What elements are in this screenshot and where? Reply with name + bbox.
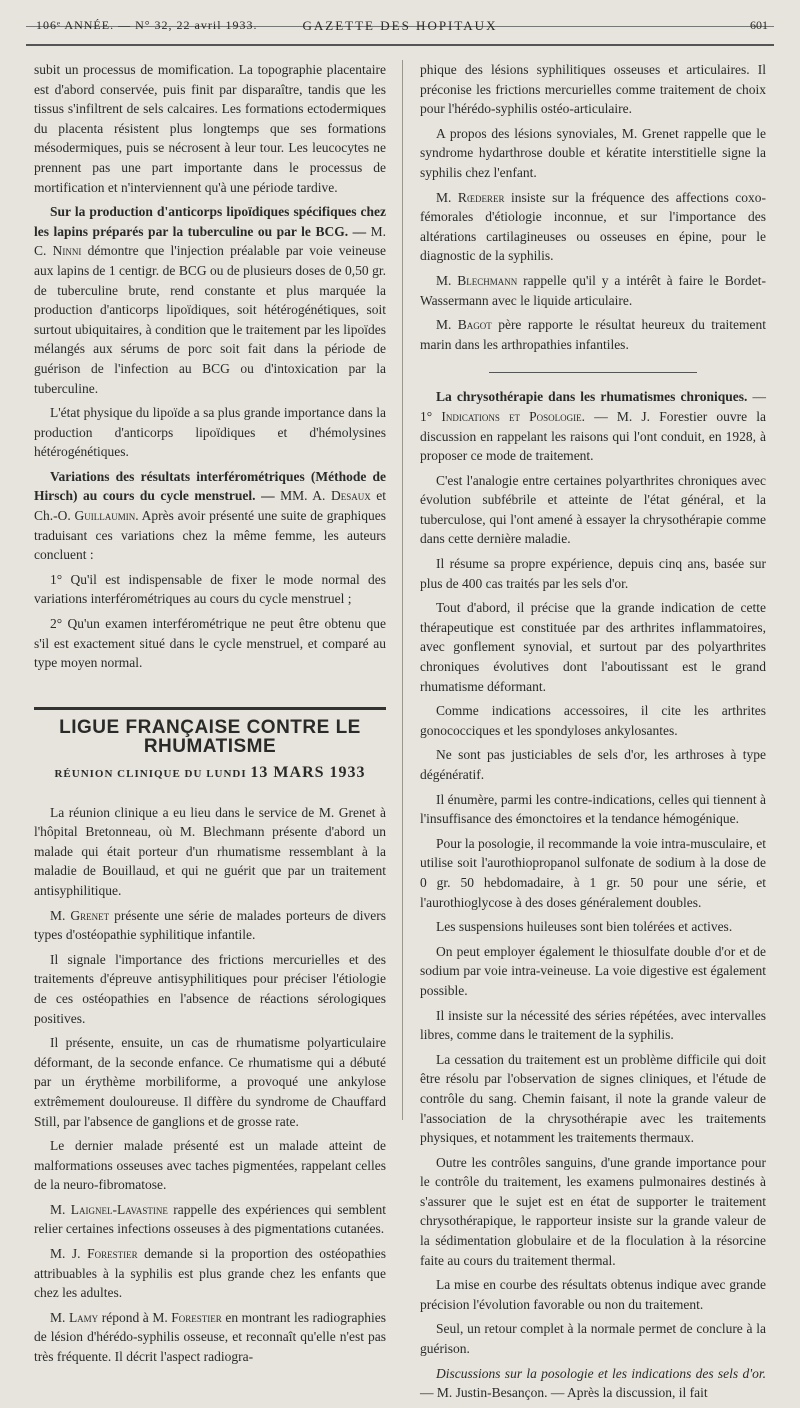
paragraph xyxy=(420,1364,766,1403)
section-text: — M. J. Forestier ouvre la discussion en rappelant les raisons qui l'ont conduit, en 1928, à proposer ce mode de traitement. xyxy=(420,408,766,464)
paragraph-text: rappelle qu'il y a intérêt à faire le Bordet-Wassermann avec le liquide articulaire. xyxy=(420,272,766,308)
section-title: Sur la production d'anticorps lipoïdiques spécifiques chez les lapins préparés par la tuberculine ou par le BCG. — xyxy=(34,204,386,239)
author: M. Grenet xyxy=(50,907,110,923)
section-ninni xyxy=(34,202,386,398)
paragraph: Il signale l'importance des frictions mercurielles et des traitements d'épreuve antisyphilitiques pour préciser l'étiologie de ces ostéopathies en l'absence de réactions sérologiques positives. xyxy=(34,951,386,1026)
paragraph xyxy=(34,1308,386,1367)
author: Desaux xyxy=(330,488,371,504)
author: M. Blechmann xyxy=(436,272,518,288)
paragraph: L'état physique du lipoïde a sa plus grande importance dans la production d'anticorps lipoïdiques et d'hémolysines hétérogénétiques. xyxy=(34,405,386,460)
paragraph: C'est l'analogie entre certaines polyarthrites chroniques avec évolution subfébrile et atteinte de l'état général, et la tuberculose, qui l'ont amené à essayer la chrysothérapie comme dans cette dernière maladie. xyxy=(420,472,766,547)
section-title: Variations des résultats interférométriques (Méthode de Hirsch) au cours du cycle menstruel. — xyxy=(34,468,386,504)
paragraph: Pour la posologie, il recommande la voie intra-musculaire, et utilise soit l'aurothiopropanol sulfonate de sodium à la dose de 0 gr. 50 hebdomadaire, à 1 gr. 50 pour une série, et l'aurothioglycose à des doses généralement doubles. xyxy=(420,835,766,910)
section-text: démontre que l'injection préalable par voie veineuse aux lapins de 1 centigr. de BCG ou de plusieurs doses de 0,50 gr. de tuberculine brute, rend constante et plus marquée la production d'anticorps lipoïdiques, soit hétérogénétiques, soit surtout ubiquitaires, à condition que le traitement par les lipoïdes mélangés aux sérums de porc soit fait dans la période de guérison de l'infection au BCG ou d'intoxication par la tuberculine. xyxy=(34,243,387,396)
paragraph xyxy=(34,906,386,945)
paragraph-text: père rapporte le résultat heureux du traitement marin dans les arthropathies infantiles. xyxy=(420,317,767,352)
paragraph xyxy=(34,1244,386,1303)
paragraph-text: rappelle des expériences qui semblent relier certaines infections osseuses à des pigmentations cutanées. xyxy=(34,1201,386,1237)
paragraph: Ne sont pas justiciables de sels d'or, les arthroses à type dégénératif. xyxy=(420,747,766,782)
left-column xyxy=(34,60,386,1372)
ligue-subtitle xyxy=(34,763,386,785)
header-page-number: 601 xyxy=(750,18,768,32)
section-title: La chrysothérapie dans les rhumatismes chroniques. xyxy=(436,389,748,405)
header-journal-title: GAZETTE DES HOPITAUX xyxy=(302,18,498,33)
ligue-title: LIGUE FRANÇAISE CONTRE LE RHUMATISME xyxy=(59,716,361,758)
paragraph: La cessation du traitement est un problème difficile qui doit être résolu par l'observation de signes cliniques, et l'étude de contrôle du sang. Chemin faisant, il note la grande valeur de l'association de la chrysothérapie avec les traitements physiques, et notamment les traitements thermaux. xyxy=(420,1051,766,1146)
author-prefix: MM. A. xyxy=(280,488,331,504)
paragraph-text: en montrant les radiographies de lésion d'hérédo-syphilis osseuse, et reconnaît qu'elle n'est pas très fréquente. Il décrit l'aspect radiogra- xyxy=(34,1309,386,1365)
paragraph xyxy=(420,188,766,266)
paragraph: Le dernier malade présenté est un malade atteint de malformations osseuses avec taches pigmentées, rappelant celles de la neuro-fibromatose. xyxy=(34,1138,386,1193)
author: M. Bagot xyxy=(436,317,492,333)
section-dash: — 1° xyxy=(420,389,766,424)
ligue-heading xyxy=(34,707,386,785)
section-chrysotherapie xyxy=(420,387,766,465)
paragraph: Seul, un retour complet à la normale permet de conclure à la guérison. xyxy=(420,1321,766,1357)
paragraph xyxy=(420,315,766,354)
paragraph-text: répond à M. xyxy=(98,1309,172,1325)
section-rule xyxy=(489,372,697,373)
author: M. J. Forestier xyxy=(50,1246,138,1262)
author: Forestier xyxy=(171,1309,222,1325)
author-join: et Ch.-O. xyxy=(34,488,387,524)
author: M. Laignel-Lavastine xyxy=(50,1201,168,1217)
conclusion-2: 2° Qu'un examen interférométrique ne peut être obtenu que s'il est exactement situé dans le cycle menstruel, et comparé au type moyen normal. xyxy=(34,616,386,671)
paragraph: Tout d'abord, il précise que la grande indication de cette thérapeutique est constituée par des arthrites inflammatoires, avec gonflement synovial, et surtout par des polyarthrites chroniques évolutives dont l'aboutissant est le grand rhumatisme déformant. xyxy=(420,600,766,694)
paragraph: La réunion clinique a eu lieu dans le service de M. Grenet à l'hôpital Bretonneau, où M. Blechmann présente d'abord un malade qui était porteur d'un rhumatisme ressemblant à la maladie de Bouillaud, et qui ne guérit que par un traitement antisyphilitique. xyxy=(34,804,386,898)
paragraph: Il présente, ensuite, un cas de rhumatisme polyarticulaire déformant, de la seconde enfance. Ce rhumatisme qui a débuté par un érythème morbiliforme, a provoqué une ankylose extrêmement douloureuse. Il diffère du syndrome de Chauffard Still, par l'absence de ganglions et de grosse rate. xyxy=(34,1035,386,1129)
paragraph: phique des lésions syphilitiques osseuses et articulaires. Il préconise les frictions mercurielles comme traitement de choix pour l'hérédo-syphilis ostéo-articulaire. xyxy=(420,62,766,117)
paragraph: Comme indications accessoires, il cite les arthrites gonococciques et les spondyloses ankylosantes. xyxy=(420,703,766,738)
paragraph: Outre les contrôles sanguins, d'une grande importance pour le contrôle du traitement, les examens pulmonaires destinés à s'assurer que le sujet est en état de supporter le traitement chrysothérapique, le rapporteur insiste sur la grande valeur de la sédimentation globulaire et de la floculation à la résorcine faite au cours du traitement thermal. xyxy=(420,1154,766,1268)
author: M. C. Ninni xyxy=(34,223,387,259)
paragraph xyxy=(34,1200,386,1239)
paragraph-text: insiste sur la fréquence des affections coxo-fémorales d'étiologie inconnue, et sur l'importance des altérations cartilagineuses ou osseuses en épine, pour le diagnostic de la syphilis. xyxy=(420,189,766,264)
italic-heading: Discussions sur la posologie et les indications des sels d'or. xyxy=(436,1365,766,1381)
header-issue: 106ᵉ ANNÉE. — N° 32, 22 avril 1933. xyxy=(36,18,258,32)
subtitle-date: 13 MARS 1933 xyxy=(250,764,366,781)
paragraph: On peut employer également le thiosulfate double d'or et de sodium par voie intra-veineuse. La voie digestive est également possible. xyxy=(420,943,766,998)
paragraph: Les suspensions huileuses sont bien tolérées et actives. xyxy=(436,919,733,935)
right-column xyxy=(420,60,766,1408)
author: Guillaumin xyxy=(74,508,136,524)
paragraph: Il insiste sur la nécessité des séries répétées, avec intervalles libres, comme dans le traitement de la syphilis. xyxy=(420,1007,766,1043)
heading-rule xyxy=(34,707,386,710)
subsection-title: Indications et Posologie. xyxy=(441,408,586,424)
conclusion-1: 1° Qu'il est indispensable de fixer le mode normal des variations interférométriques au cours du cycle menstruel ; xyxy=(34,571,386,607)
section-desaux xyxy=(34,467,386,565)
section-text: . Après avoir présenté une suite de graphiques traduisant ces variations chez la même femme, les auteurs concluent : xyxy=(34,508,386,563)
paragraph xyxy=(420,271,766,310)
paragraph-text: — M. Justin-Besançon. — Après la discussion, il fait xyxy=(420,1385,708,1401)
author: M. Lamy xyxy=(50,1309,99,1325)
column-divider xyxy=(402,60,403,1120)
author: M. Rœderer xyxy=(436,189,505,205)
paragraph-text: présente une série de malades porteurs de divers types d'ostéopathie syphilitique infantile. xyxy=(34,907,386,943)
subtitle-text: RÉUNION CLINIQUE DU LUNDI xyxy=(54,768,251,780)
paragraph: Il résume sa propre expérience, depuis cinq ans, basée sur plus de 400 cas traités par les sels d'or. xyxy=(420,556,766,591)
page-header xyxy=(26,8,774,46)
paragraph-text: demande si la proportion des ostéopathies attribuables à la syphilis est plus grande chez les enfants que chez les adultes. xyxy=(34,1246,386,1301)
paragraph: A propos des lésions synoviales, M. Grenet rappelle que le syndrome hydarthrose double et kératite interstitielle signe la syphilis chez l'enfant. xyxy=(420,125,766,180)
paragraph: Il énumère, parmi les contre-indications, celles qui tiennent à l'insuffisance des émonctoires et la tendance hémogénique. xyxy=(420,791,766,827)
paragraph: La mise en courbe des résultats obtenus indique avec grande précision l'évolution favorable ou non du traitement. xyxy=(420,1277,766,1312)
paragraph: subit un processus de momification. La topographie placentaire est d'abord conservée, puis finit par disparaître, tandis que les tissus s'infiltrent de sels calcaires. Les formations ectodermiques du placenta résistent plus longtemps que ses formations mésodermiques, puis se nécrosent à leur tour. Les leucocytes ne prennent pas une part importante dans le processus de mortification et n'interviennent qu'à une période tardive. xyxy=(34,62,386,195)
